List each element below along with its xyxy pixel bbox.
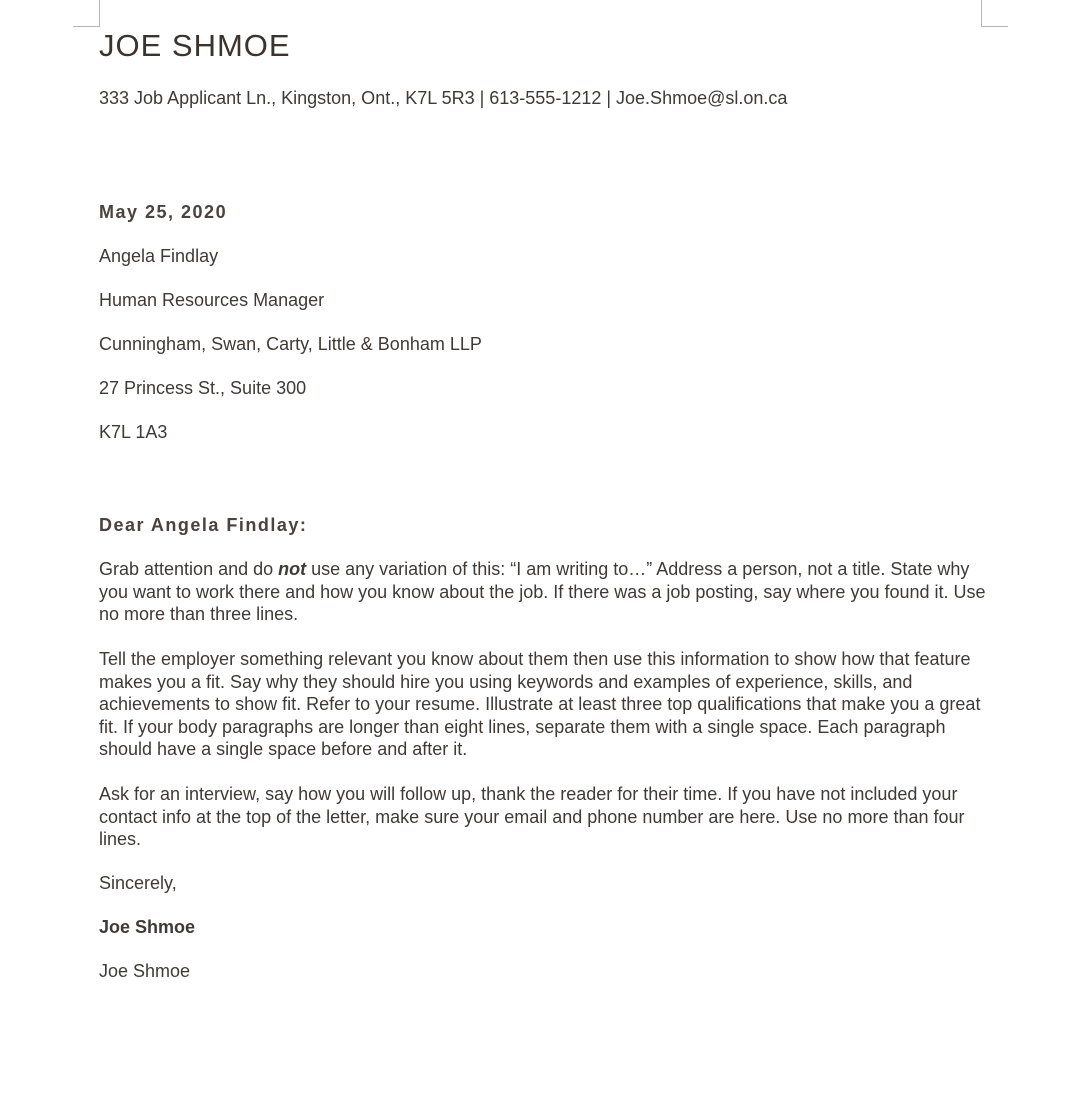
top-left-crop-mark <box>73 0 100 27</box>
signature: Joe Shmoe <box>99 917 196 937</box>
letter-date: May 25, 2020 <box>99 202 228 222</box>
recipient-title: Human Resources Manager <box>99 290 325 310</box>
body-paragraph-3: Ask for an interview, say how you will follow up, thank the reader for their time. If you have not included your contact info at the top of the letter, make sure your email and phone number are here. Use no more than four lines. <box>99 784 965 850</box>
recipient-company: Cunningham, Swan, Carty, Little & Bonham LLP <box>99 334 482 354</box>
sender-contact-line: 333 Job Applicant Ln., Kingston, Ont., K7L 5R3 | 613-555-1212 | Joe.Shmoe@sl.on.ca <box>99 88 788 108</box>
recipient-street: 27 Princess St., Suite 300 <box>99 378 307 398</box>
body-paragraph-1 <box>99 558 989 626</box>
paragraph-1-emphasis: not <box>278 559 307 579</box>
paragraph-1-rest: use any variation of this: “I am writing to…” Address a person, not a title. State why you want to work there and how you know about the job. If there was a job posting, say where you found it. Use no more than three lines. <box>99 559 986 625</box>
sender-name: JOE SHMOE <box>99 28 291 63</box>
closing: Sincerely, <box>99 873 177 893</box>
paragraph-1-intro: Grab attention and do <box>99 559 279 579</box>
top-right-crop-mark <box>981 0 1008 27</box>
salutation: Dear Angela Findlay: <box>99 515 308 535</box>
body-paragraph-2: Tell the employer something relevant you know about them then use this information to show how that feature makes you a fit. Say why they should hire you using keywords and examples of experience, skills, and achievements to show fit. Refer to your resume. Illustrate at least three top qualifications that make you a great fit. If your body paragraphs are longer than eight lines, separate them with a single space. Each paragraph should have a single space before and after it. <box>99 649 981 760</box>
recipient-name: Angela Findlay <box>99 246 219 266</box>
recipient-postal-code: K7L 1A3 <box>99 422 168 442</box>
typed-name: Joe Shmoe <box>99 961 191 981</box>
